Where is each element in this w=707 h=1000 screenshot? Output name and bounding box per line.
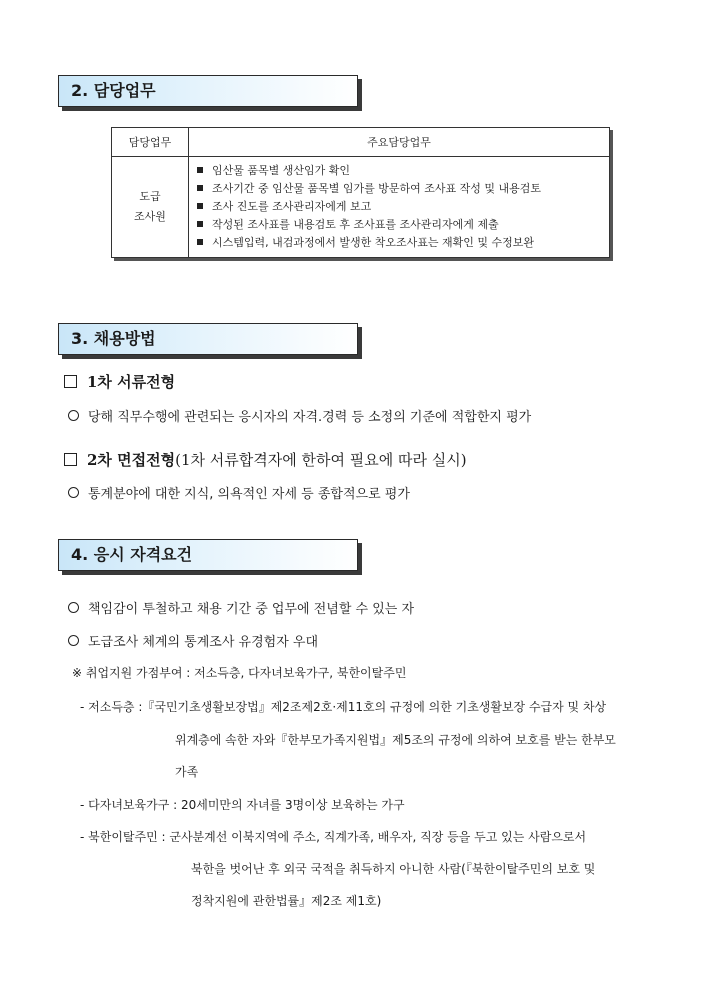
list-item bbox=[197, 198, 601, 216]
list-item bbox=[197, 234, 601, 252]
col-header-role: 담당업무 bbox=[112, 128, 189, 157]
step1-description bbox=[68, 406, 531, 425]
list-item bbox=[197, 162, 601, 180]
role-line-2: 조사원 bbox=[134, 210, 166, 223]
step2-title: 2차 면접전형 bbox=[87, 451, 176, 469]
section-4-header: 4. 응시 자격요건 bbox=[58, 539, 358, 571]
step2-note: (1차 서류합격자에 한하여 필요에 따라 실시) bbox=[175, 451, 467, 469]
task-text: 조사 진도를 조사관리자에게 보고 bbox=[212, 200, 372, 213]
requirement-2 bbox=[68, 631, 318, 650]
table-header-row bbox=[112, 128, 610, 157]
multi-child-line: - 다자녀보육가구 : 20세미만의 자녀를 3명이상 보육하는 가구 bbox=[80, 798, 405, 812]
defector-line-3: 정착지원에 관한법률』제2조 제1호) bbox=[191, 894, 382, 908]
checkbox-square-icon bbox=[64, 453, 77, 466]
task-text: 시스템입력, 내검과정에서 발생한 착오조사표는 재확인 및 수정보완 bbox=[212, 236, 535, 249]
circle-bullet-icon bbox=[68, 635, 79, 646]
section-2-header: 2. 담당업무 bbox=[58, 75, 358, 107]
role-line-1: 도급 bbox=[139, 190, 161, 203]
role-cell bbox=[112, 157, 189, 258]
requirement-2-text: 도급조사 체계의 통계조사 유경험자 우대 bbox=[88, 635, 319, 650]
square-bullet-icon bbox=[197, 239, 203, 245]
step1-heading bbox=[64, 371, 175, 392]
step2-description bbox=[68, 483, 410, 502]
square-bullet-icon bbox=[197, 167, 203, 173]
defector-line-2: 북한을 벗어난 후 외국 국적을 취득하지 아니한 사람(『북한이탈주민의 보호 및 bbox=[191, 862, 596, 876]
requirement-1-text: 책임감이 투철하고 채용 기간 중 업무에 전념할 수 있는 자 bbox=[88, 602, 415, 617]
list-item bbox=[197, 180, 601, 198]
square-bullet-icon bbox=[197, 203, 203, 209]
step2-heading bbox=[64, 449, 467, 470]
section-3-header: 3. 채용방법 bbox=[58, 323, 358, 355]
requirement-1 bbox=[68, 598, 414, 617]
task-text: 임산물 품목별 생산임가 확인 bbox=[212, 164, 351, 177]
tasks-cell bbox=[189, 157, 610, 258]
step2-desc-text: 통계분야에 대한 지식, 의욕적인 자세 등 종합적으로 평가 bbox=[88, 487, 410, 502]
col-header-tasks: 주요담당업무 bbox=[189, 128, 610, 157]
table-row bbox=[112, 157, 610, 258]
square-bullet-icon bbox=[197, 221, 203, 227]
low-income-line-1: - 저소득층 :『국민기초생활보장법』제2조제2호·제11호의 규정에 의한 기초생활보장 수급자 및 차상 bbox=[80, 700, 607, 714]
circle-bullet-icon bbox=[68, 410, 79, 421]
duty-table bbox=[111, 127, 610, 258]
task-text: 조사기간 중 임산물 품목별 임가를 방문하여 조사표 작성 및 내용검토 bbox=[212, 182, 541, 195]
checkbox-square-icon bbox=[64, 375, 77, 388]
list-item bbox=[197, 216, 601, 234]
circle-bullet-icon bbox=[68, 602, 79, 613]
circle-bullet-icon bbox=[68, 487, 79, 498]
square-bullet-icon bbox=[197, 185, 203, 191]
low-income-line-2: 위계층에 속한 자와『한부모가족지원법』제5조의 규정에 의하여 보호를 받는 한부모 bbox=[175, 733, 616, 747]
bonus-note-heading: ※ 취업지원 가점부여 : 저소득층, 다자녀보육가구, 북한이탈주민 bbox=[72, 666, 407, 680]
task-text: 작성된 조사표를 내용검토 후 조사표를 조사관리자에게 제출 bbox=[212, 218, 499, 231]
step1-desc-text: 당해 직무수행에 관련되는 응시자의 자격.경력 등 소정의 기준에 적합한지 평가 bbox=[88, 410, 532, 425]
low-income-line-3: 가족 bbox=[175, 765, 199, 779]
defector-line-1: - 북한이탈주민 : 군사분계선 이북지역에 주소, 직계가족, 배우자, 직장 등을 두고 있는 사람으로서 bbox=[80, 830, 587, 844]
step1-title: 1차 서류전형 bbox=[87, 373, 176, 391]
